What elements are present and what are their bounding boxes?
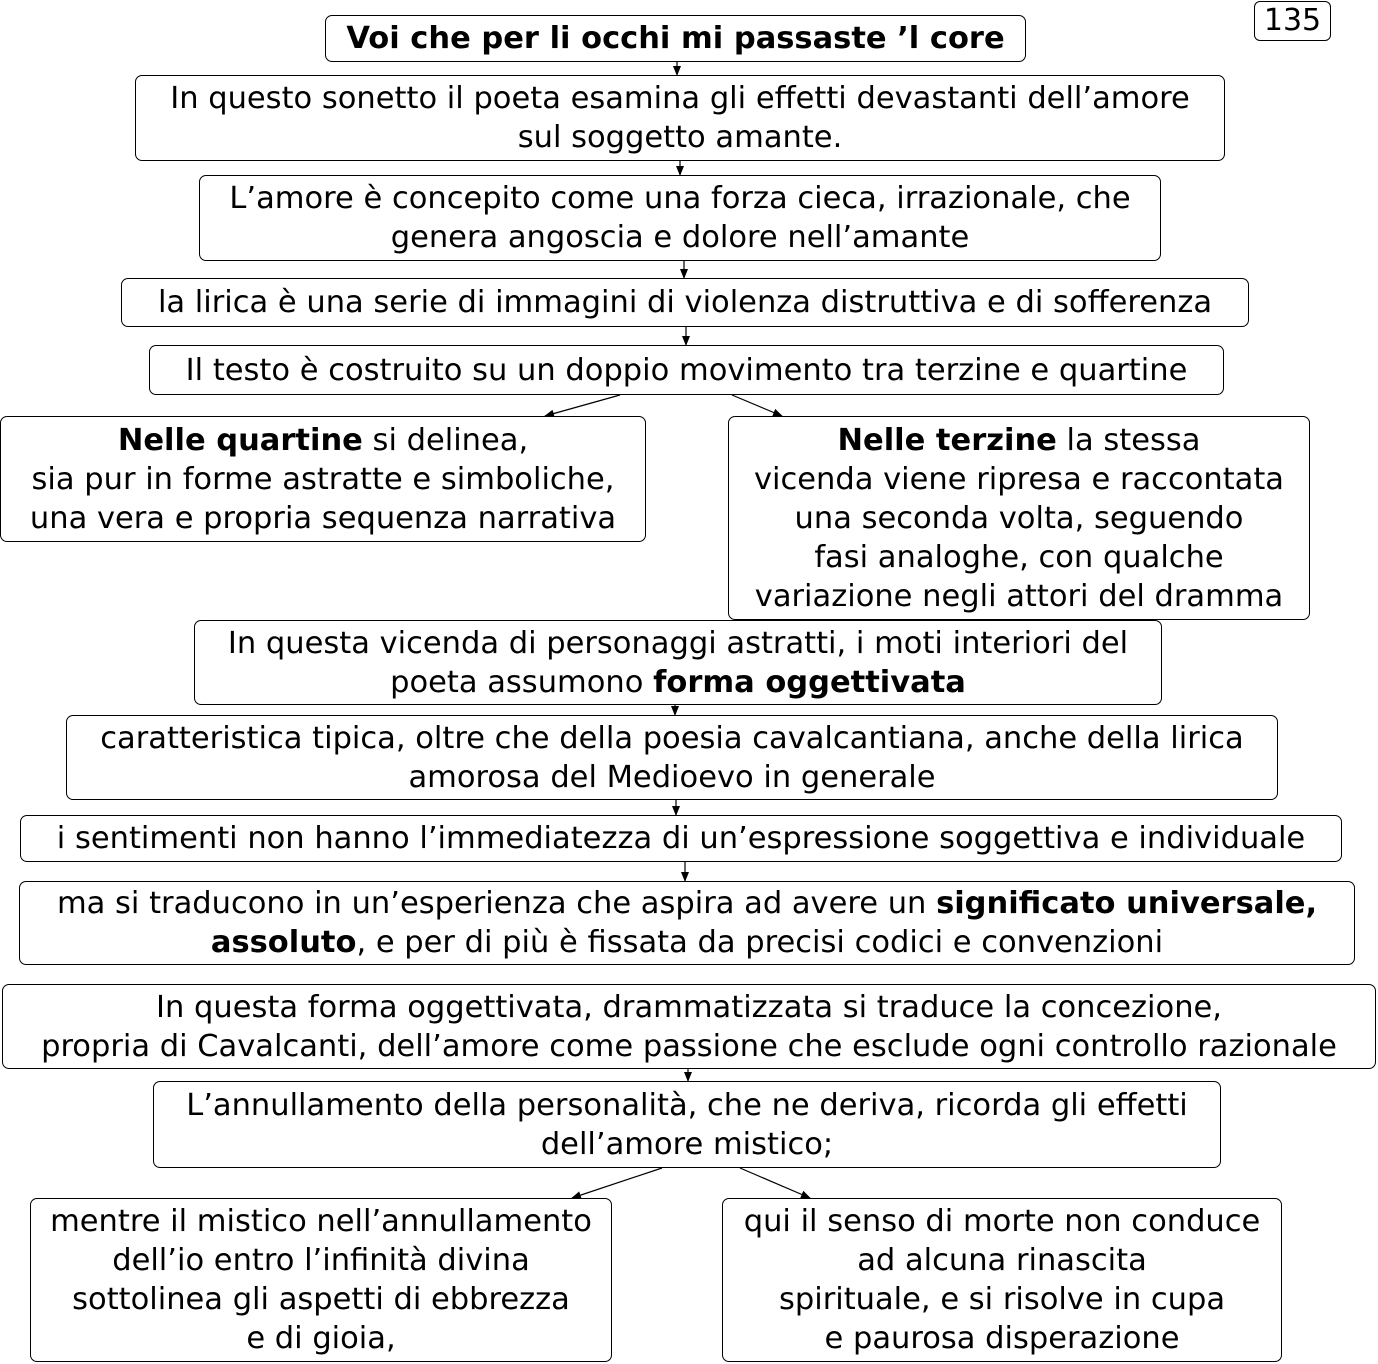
universal-bold1: significato universale, (936, 886, 1318, 921)
node-annulment-line: L’annullamento della personalità, che ne deriva, ricorda gli effetti (186, 1087, 1188, 1123)
universal-post: , e per di più è fissata da precisi codici e convenzioni (356, 925, 1164, 960)
node-death-sense-line: ad alcuna rinascita (857, 1243, 1147, 1278)
node-feelings (20, 815, 1342, 862)
objectified-bold: forma oggettivata (653, 664, 966, 700)
node-quartine-line: una vera e propria sequenza narrativa (29, 500, 617, 536)
node-death-sense-line: qui il senso di morte non conduce (743, 1204, 1261, 1239)
title-node (325, 15, 1026, 62)
node-terzine-line: fasi analoghe, con qualche (814, 539, 1224, 575)
universal-bold2: assoluto (210, 925, 357, 960)
node-terzine-line: vicenda viene ripresa e raccontata (753, 461, 1284, 497)
title-text: Voi che per li occhi mi passaste ’l core (346, 21, 1005, 56)
node-lyric-images-line: la lirica è una serie di immagini di violenza distruttiva e di sofferenza (157, 285, 1213, 320)
node-terzine-line: una seconda volta, seguendo (794, 500, 1244, 536)
node-death-sense (722, 1198, 1282, 1362)
node-intro-line: In questo sonetto il poeta esamina gli effetti devastanti dell’amore (170, 81, 1190, 116)
node-love-concept-line: L’amore è concepito come una forza cieca, irrazionale, che (229, 181, 1131, 216)
node-double-movement (149, 345, 1224, 395)
node-mystic-line: sottolinea gli aspetti di ebbrezza (72, 1282, 570, 1317)
arrow-n10-mistico (572, 1168, 662, 1198)
node-typical-feature-line: amorosa del Medioevo in generale (408, 759, 936, 795)
node-objectified-line: In questa vicenda di personaggi astratti, i moti interiori del (227, 625, 1129, 661)
quartine-rest: si delinea, (362, 422, 529, 458)
node-mystic (30, 1198, 612, 1362)
node-typical-feature (66, 715, 1278, 800)
node-death-sense-line: e paurosa disperazione (824, 1321, 1180, 1356)
terzine-rest: la stessa (1056, 422, 1201, 458)
arrow-n10-morte (740, 1168, 810, 1198)
node-annulment (153, 1081, 1221, 1168)
node-terzine-line: variazione negli attori del dramma (754, 578, 1284, 614)
node-mystic-line: e di gioia, (246, 1321, 396, 1356)
node-cavalcanti-concept-line: In questa forma oggettivata, drammatizzata si traduce la concezione, (156, 989, 1222, 1025)
node-love-concept (199, 175, 1161, 261)
node-objectified (194, 620, 1162, 705)
node-cavalcanti-concept (2, 984, 1376, 1069)
universal-pre: ma si traducono in un’esperienza che aspira ad avere un (56, 886, 937, 921)
node-universal (19, 881, 1355, 965)
node-double-movement-line: Il testo è costruito su un doppio movimento tra terzine e quartine (185, 352, 1188, 388)
node-universal-line (211, 923, 1163, 962)
node-typical-feature-line: caratteristica tipica, oltre che della poesia cavalcantiana, anche della lirica (100, 720, 1244, 756)
quartine-bold: Nelle quartine (117, 422, 363, 458)
node-objectified-line (390, 663, 966, 702)
page-number: 135 (1254, 1, 1331, 41)
node-death-sense-line: spirituale, e si risolve in cupa (778, 1282, 1226, 1317)
terzine-bold: Nelle terzine (837, 422, 1057, 458)
node-terzine (728, 416, 1310, 620)
node-cavalcanti-concept-line: propria di Cavalcanti, dell’amore come passione che esclude ogni controllo razionale (41, 1028, 1337, 1064)
node-mystic-line: mentre il mistico nell’annullamento (50, 1204, 592, 1239)
node-annulment-line: dell’amore mistico; (540, 1126, 834, 1162)
node-terzine-line (838, 421, 1201, 460)
node-mystic-line: dell’io entro l’infinità divina (112, 1243, 530, 1278)
arrow-n4-terzine (732, 395, 782, 416)
node-love-concept-line: genera angoscia e dolore nell’amante (390, 220, 970, 255)
node-intro-line: sul soggetto amante. (517, 120, 843, 155)
node-intro (135, 75, 1225, 161)
objectified-pre: poeta assumono (390, 664, 654, 700)
node-feelings-line: i sentimenti non hanno l’immediatezza di un’espressione soggettiva e individuale (56, 821, 1306, 856)
node-lyric-images (121, 278, 1249, 327)
node-quartine-line (118, 421, 528, 460)
arrow-n4-quartine (545, 395, 620, 416)
node-universal-line (57, 884, 1317, 923)
node-quartine (0, 416, 646, 542)
node-quartine-line: sia pur in forme astratte e simboliche, (31, 461, 615, 497)
